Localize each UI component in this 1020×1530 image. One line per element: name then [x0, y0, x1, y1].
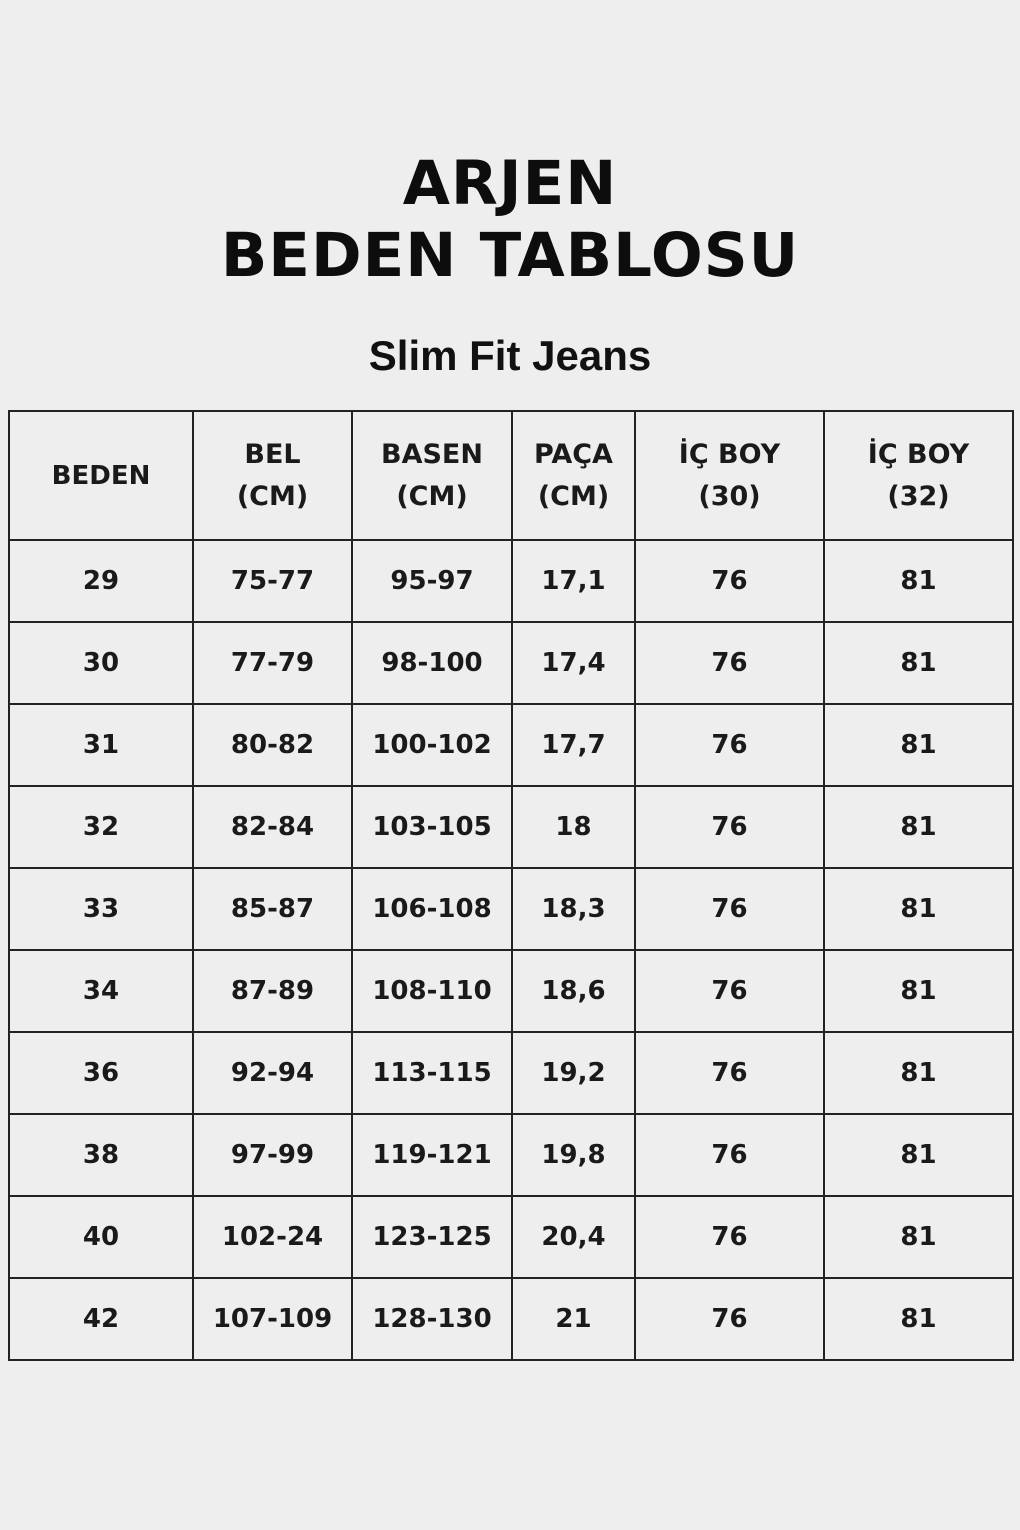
cell-beden: 29	[9, 540, 193, 622]
header-unit: (CM)	[537, 480, 610, 512]
cell-bel: 87-89	[193, 950, 352, 1032]
cell-ic-boy-32: 81	[824, 540, 1013, 622]
header-label: BASEN	[381, 438, 483, 470]
cell-ic-boy-32: 81	[824, 868, 1013, 950]
cell-beden: 30	[9, 622, 193, 704]
brand-title: ARJEN	[402, 148, 618, 219]
cell-basen: 95-97	[352, 540, 512, 622]
cell-paca: 18,6	[512, 950, 635, 1032]
product-subtitle: Slim Fit Jeans	[368, 332, 652, 379]
cell-paca: 20,4	[512, 1196, 635, 1278]
cell-paca: 17,7	[512, 704, 635, 786]
cell-basen: 113-115	[352, 1032, 512, 1114]
cell-beden: 38	[9, 1114, 193, 1196]
table-row	[9, 1278, 1013, 1360]
header-basen	[352, 411, 512, 540]
size-table	[8, 410, 1014, 1361]
header-label: İÇ BOY	[867, 438, 970, 470]
cell-bel: 92-94	[193, 1032, 352, 1114]
cell-ic-boy-30: 76	[635, 622, 824, 704]
cell-ic-boy-32: 81	[824, 1278, 1013, 1360]
cell-ic-boy-30: 76	[635, 786, 824, 868]
cell-beden: 31	[9, 704, 193, 786]
table-row	[9, 868, 1013, 950]
cell-basen: 98-100	[352, 622, 512, 704]
cell-ic-boy-30: 76	[635, 1196, 824, 1278]
header-label: İÇ BOY	[678, 438, 781, 470]
table-row	[9, 704, 1013, 786]
cell-ic-boy-30: 76	[635, 540, 824, 622]
table-header-row	[9, 411, 1013, 540]
cell-paca: 18	[512, 786, 635, 868]
cell-beden: 40	[9, 1196, 193, 1278]
cell-paca: 19,8	[512, 1114, 635, 1196]
table-row	[9, 1196, 1013, 1278]
cell-paca: 17,1	[512, 540, 635, 622]
header-unit: (30)	[698, 480, 761, 512]
cell-bel: 77-79	[193, 622, 352, 704]
size-chart-title: BEDEN TABLOSU	[220, 220, 800, 291]
cell-basen: 123-125	[352, 1196, 512, 1278]
cell-beden: 32	[9, 786, 193, 868]
cell-bel: 97-99	[193, 1114, 352, 1196]
cell-beden: 34	[9, 950, 193, 1032]
cell-basen: 108-110	[352, 950, 512, 1032]
cell-beden: 36	[9, 1032, 193, 1114]
cell-ic-boy-30: 76	[635, 950, 824, 1032]
cell-ic-boy-32: 81	[824, 1114, 1013, 1196]
cell-ic-boy-32: 81	[824, 1032, 1013, 1114]
cell-ic-boy-32: 81	[824, 950, 1013, 1032]
header-beden	[9, 411, 193, 540]
cell-ic-boy-30: 76	[635, 868, 824, 950]
table-row	[9, 622, 1013, 704]
header-label: BEDEN	[51, 460, 151, 491]
cell-paca: 17,4	[512, 622, 635, 704]
header-unit: (32)	[887, 480, 950, 512]
cell-ic-boy-30: 76	[635, 1114, 824, 1196]
table-row	[9, 1032, 1013, 1114]
table-row	[9, 950, 1013, 1032]
cell-bel: 80-82	[193, 704, 352, 786]
table-row	[9, 540, 1013, 622]
cell-paca: 21	[512, 1278, 635, 1360]
table-row	[9, 786, 1013, 868]
cell-paca: 18,3	[512, 868, 635, 950]
header-paca	[512, 411, 635, 540]
header-unit: (CM)	[236, 480, 309, 512]
header-unit: (CM)	[396, 480, 468, 512]
cell-ic-boy-32: 81	[824, 786, 1013, 868]
cell-bel: 102-24	[193, 1196, 352, 1278]
cell-ic-boy-32: 81	[824, 1196, 1013, 1278]
table-row	[9, 1114, 1013, 1196]
cell-bel: 75-77	[193, 540, 352, 622]
cell-basen: 128-130	[352, 1278, 512, 1360]
cell-ic-boy-30: 76	[635, 1278, 824, 1360]
cell-bel: 85-87	[193, 868, 352, 950]
cell-ic-boy-30: 76	[635, 1032, 824, 1114]
cell-ic-boy-30: 76	[635, 704, 824, 786]
cell-beden: 42	[9, 1278, 193, 1360]
header-ic-boy-32	[824, 411, 1013, 540]
cell-basen: 103-105	[352, 786, 512, 868]
cell-ic-boy-32: 81	[824, 622, 1013, 704]
header-label: BEL	[244, 438, 301, 470]
cell-basen: 119-121	[352, 1114, 512, 1196]
cell-basen: 100-102	[352, 704, 512, 786]
cell-bel: 107-109	[193, 1278, 352, 1360]
header-label: PAÇA	[534, 438, 613, 470]
cell-beden: 33	[9, 868, 193, 950]
page-title	[0, 148, 1020, 292]
header-ic-boy-30	[635, 411, 824, 540]
cell-ic-boy-32: 81	[824, 704, 1013, 786]
cell-bel: 82-84	[193, 786, 352, 868]
cell-paca: 19,2	[512, 1032, 635, 1114]
header-bel	[193, 411, 352, 540]
cell-basen: 106-108	[352, 868, 512, 950]
